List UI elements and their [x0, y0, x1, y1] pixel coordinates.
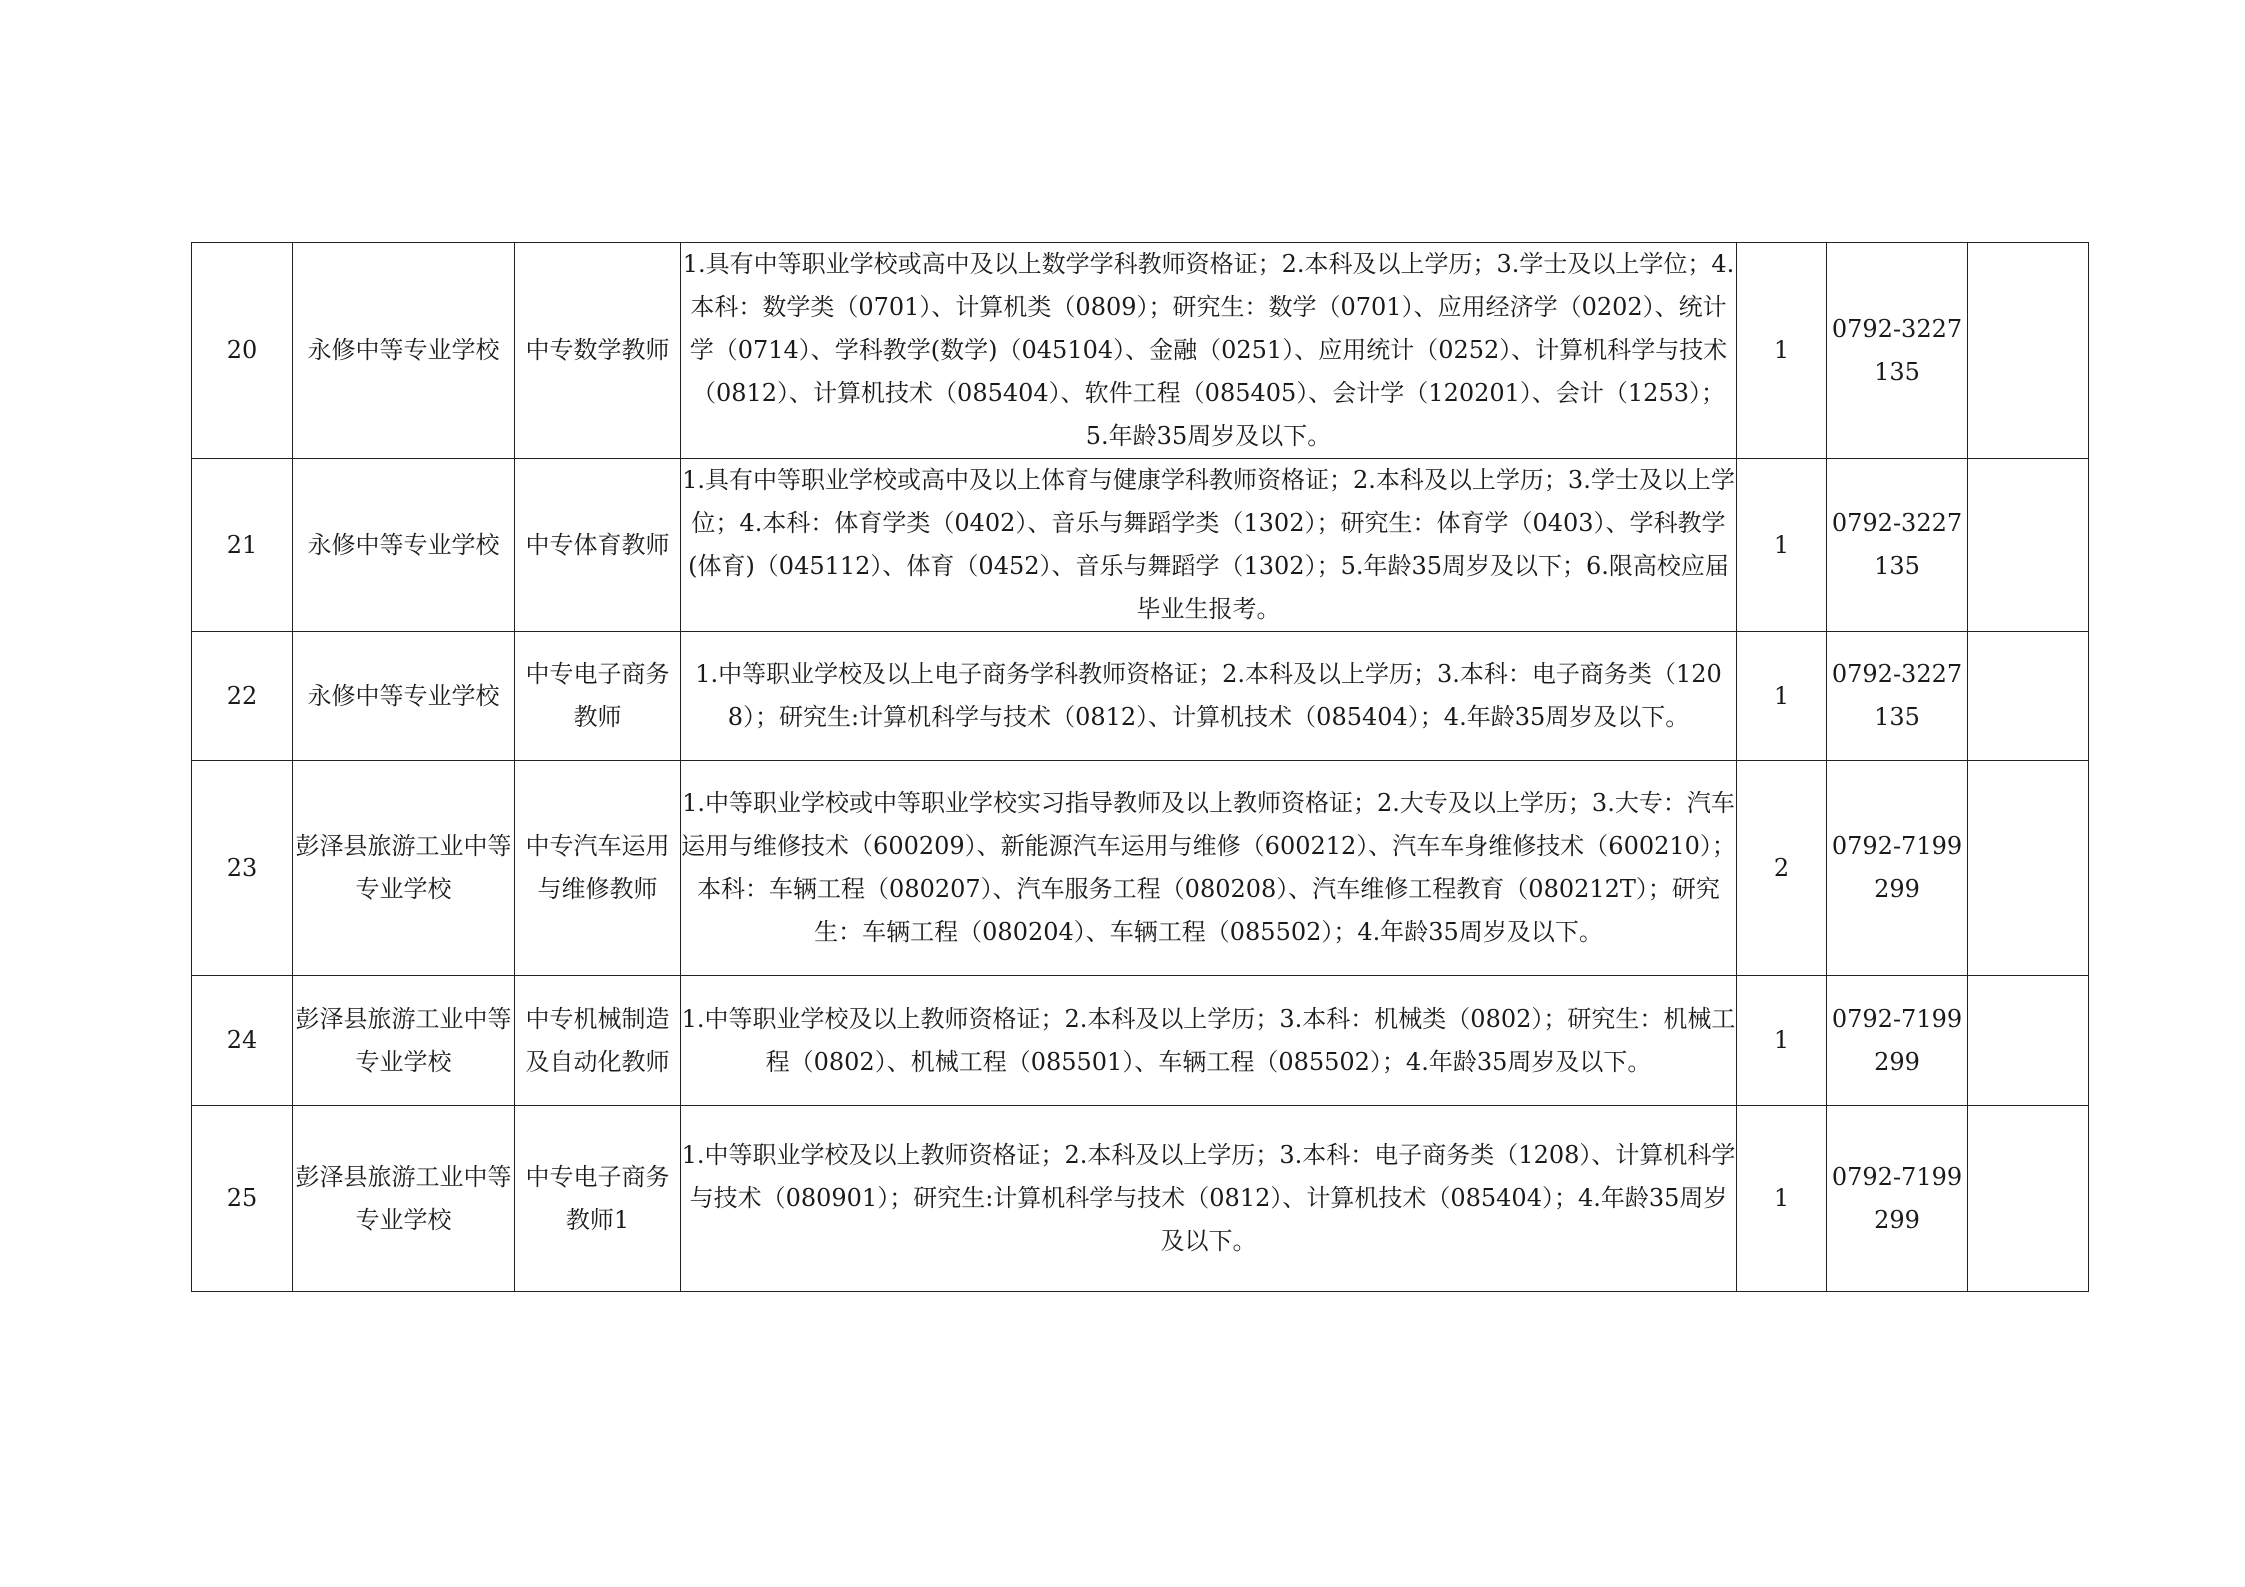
remarks: [1968, 632, 2089, 761]
table-row: [192, 632, 2089, 761]
row-number: 25: [192, 1106, 293, 1292]
requirements: 1.中等职业学校及以上电子商务学科教师资格证；2.本科及以上学历；3.本科：电子商务类（1208）；研究生:计算机科学与技术（0812）、计算机技术（085404）；4.年龄35周岁及以下。: [681, 632, 1737, 761]
row-number: 24: [192, 976, 293, 1106]
post-name: 中专电子商务教师1: [515, 1106, 681, 1292]
post-name: 中专汽车运用与维修教师: [515, 761, 681, 976]
requirements: 1.中等职业学校及以上教师资格证；2.本科及以上学历；3.本科：电子商务类（1208）、计算机科学与技术（080901）；研究生:计算机科学与技术（0812）、计算机技术（085404）；4.年龄35周岁及以下。: [681, 1106, 1737, 1292]
school-name: 彭泽县旅游工业中等专业学校: [293, 976, 515, 1106]
hire-count: 1: [1737, 976, 1827, 1106]
row-number: 23: [192, 761, 293, 976]
requirements: 1.中等职业学校及以上教师资格证；2.本科及以上学历；3.本科：机械类（0802）；研究生：机械工程（0802）、机械工程（085501）、车辆工程（085502）；4.年龄35周岁及以下。: [681, 976, 1737, 1106]
row-number: 21: [192, 459, 293, 632]
contact-phone: 0792-7199299: [1827, 761, 1968, 976]
contact-phone: 0792-3227135: [1827, 243, 1968, 459]
recruitment-table: [191, 242, 2089, 1292]
table-row: [192, 243, 2089, 459]
post-name: 中专机械制造及自动化教师: [515, 976, 681, 1106]
requirements: 1.具有中等职业学校或高中及以上体育与健康学科教师资格证；2.本科及以上学历；3.学士及以上学位；4.本科：体育学类（0402）、音乐与舞蹈学类（1302）；研究生：体育学（0403）、学科教学(体育)（045112）、体育（0452）、音乐与舞蹈学（1302）；5.年龄35周岁及以下；6.限高校应届毕业生报考。: [681, 459, 1737, 632]
hire-count: 1: [1737, 1106, 1827, 1292]
contact-phone: 0792-7199299: [1827, 1106, 1968, 1292]
requirements: 1.具有中等职业学校或高中及以上数学学科教师资格证；2.本科及以上学历；3.学士及以上学位；4.本科：数学类（0701）、计算机类（0809）；研究生：数学（0701）、应用经济学（0202）、统计学（0714）、学科教学(数学)（045104）、金融（0251）、应用统计（0252）、计算机科学与技术（0812）、计算机技术（085404）、软件工程（085405）、会计学（120201）、会计（1253）；5.年龄35周岁及以下。: [681, 243, 1737, 459]
remarks: [1968, 761, 2089, 976]
table-row: [192, 1106, 2089, 1292]
hire-count: 1: [1737, 459, 1827, 632]
remarks: [1968, 243, 2089, 459]
remarks: [1968, 1106, 2089, 1292]
post-name: 中专电子商务教师: [515, 632, 681, 761]
contact-phone: 0792-3227135: [1827, 459, 1968, 632]
table-row: [192, 459, 2089, 632]
row-number: 20: [192, 243, 293, 459]
remarks: [1968, 459, 2089, 632]
school-name: 永修中等专业学校: [293, 459, 515, 632]
school-name: 彭泽县旅游工业中等专业学校: [293, 761, 515, 976]
post-name: 中专数学教师: [515, 243, 681, 459]
post-name: 中专体育教师: [515, 459, 681, 632]
row-number: 22: [192, 632, 293, 761]
table-row: [192, 761, 2089, 976]
school-name: 彭泽县旅游工业中等专业学校: [293, 1106, 515, 1292]
contact-phone: 0792-7199299: [1827, 976, 1968, 1106]
school-name: 永修中等专业学校: [293, 632, 515, 761]
contact-phone: 0792-3227135: [1827, 632, 1968, 761]
hire-count: 2: [1737, 761, 1827, 976]
table-row: [192, 976, 2089, 1106]
school-name: 永修中等专业学校: [293, 243, 515, 459]
hire-count: 1: [1737, 632, 1827, 761]
remarks: [1968, 976, 2089, 1106]
hire-count: 1: [1737, 243, 1827, 459]
requirements: 1.中等职业学校或中等职业学校实习指导教师及以上教师资格证；2.大专及以上学历；3.大专：汽车运用与维修技术（600209）、新能源汽车运用与维修（600212）、汽车车身维修技术（600210）；本科：车辆工程（080207）、汽车服务工程（080208）、汽车维修工程教育（080212T）；研究生：车辆工程（080204）、车辆工程（085502）；4.年龄35周岁及以下。: [681, 761, 1737, 976]
